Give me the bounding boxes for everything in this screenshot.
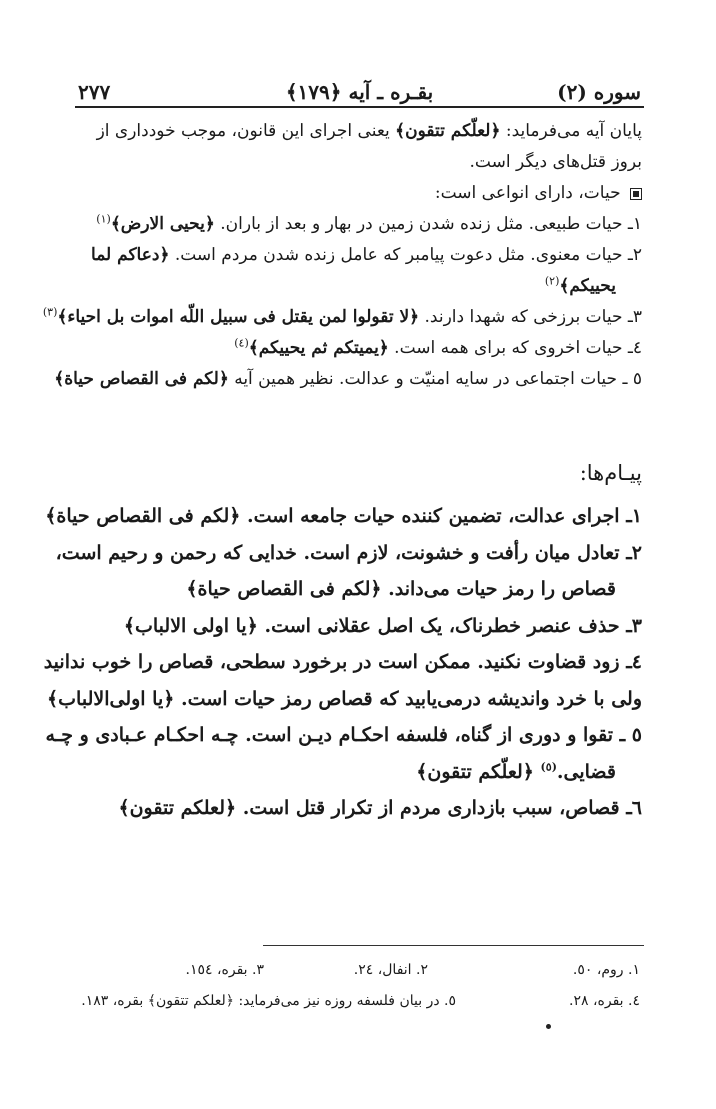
message-text: ٢ـ تعادل میان رأفت و خشونت، لازم است. خدایی که رحمن و رحیم است، bbox=[55, 541, 642, 564]
message-item bbox=[43, 644, 642, 681]
quran-quote: ﴿لعلکم تتقون﴾ bbox=[118, 797, 237, 819]
message-item-cont bbox=[74, 571, 642, 608]
quran-quote: ﴿دعاکم لما bbox=[91, 245, 170, 265]
message-item-cont bbox=[74, 754, 642, 791]
life-type-item-cont bbox=[74, 271, 642, 302]
message-item bbox=[74, 790, 642, 827]
quran-quote: ﴿لعلّکم تتقون﴾ bbox=[395, 121, 501, 141]
message-item bbox=[74, 608, 642, 645]
item-text: ٢ـ حیات معنوی. مثل دعوت پیامبر که عامل زنده شدن مردم است. bbox=[174, 245, 642, 265]
message-item-cont bbox=[47, 681, 642, 718]
header-rule bbox=[75, 106, 644, 108]
intro-line bbox=[74, 147, 642, 178]
footnote-rule bbox=[263, 945, 644, 946]
message-text: قصاص را رمز حیات می‌داند. bbox=[388, 578, 616, 600]
message-text: ١ـ اجرای عدالت، تضمین کننده حیات جامعه است. bbox=[247, 505, 642, 527]
message-text: ولی با خرد واندیشه درمی‌یابید که قصاص رمز حیات است. bbox=[181, 687, 642, 710]
life-types-lead bbox=[74, 178, 642, 209]
footnote-ref: (١) bbox=[96, 212, 111, 226]
quran-quote: ﴿لکم فی القصاص حیاة﴾ bbox=[186, 578, 382, 600]
messages-heading: پیـام‌ها: bbox=[579, 461, 642, 485]
life-type-item bbox=[42, 302, 642, 333]
intro-section bbox=[42, 116, 642, 395]
message-text: ٤ـ زود قضاوت نکنید. ممکن است در برخورد سطحی، قصاص را خوب ندانید bbox=[43, 651, 642, 673]
surah-label: سوره (٢) bbox=[557, 80, 641, 104]
footnote-1: ١. روم، ٥٠. bbox=[572, 962, 640, 978]
item-text: ١ـ حیات طبیعی. مثل زنده شدن زمین در بهار و بعد از باران. bbox=[220, 214, 642, 234]
message-text: ٥ ـ تقوا و دوری از گناه، فلسفه احکـام دیـن است. چـه احکـام عـبادی و چـه bbox=[45, 724, 642, 746]
surah-verse-title: بقـره ـ آيه ﴿١٧٩﴾ bbox=[285, 80, 434, 104]
lead-text: حیات، دارای انواعی است: bbox=[434, 183, 621, 203]
footnote-4: ٤. بقره، ٢٨. bbox=[569, 993, 640, 1009]
footnote-3: ٣. بقره، ١٥٤. bbox=[185, 962, 264, 978]
footnote-5: ٥. در بیان فلسفه روزه نیز می‌فرماید: ﴿لعلکم تتقون﴾ بقره، ١٨٣. bbox=[81, 993, 456, 1009]
item-text: ٤ـ حیات اخروی که برای همه است. bbox=[394, 338, 642, 358]
footnote-ref: (٤) bbox=[234, 336, 249, 350]
life-type-item bbox=[74, 209, 642, 240]
intro-text: یعنی اجرای این قانون، موجب خودداری از bbox=[96, 121, 390, 141]
item-text: ٣ـ حیات برزخی که شهدا دارند. bbox=[424, 307, 642, 327]
quran-quote: ﴿لکم فی القصاص حیاة﴾ bbox=[45, 505, 241, 527]
item-text: ٥ ـ حیات اجتماعی در سایه امنیّت و عدالت. نظیر همین آیه bbox=[234, 369, 642, 389]
quran-quote: ﴿یا اولی‌الالباب﴾ bbox=[47, 687, 175, 710]
quran-quote: ﴿یا اولی الالباب﴾ bbox=[123, 614, 258, 637]
quran-quote: ﴿یمیتکم ثم یحییکم﴾ bbox=[248, 338, 389, 358]
messages-section bbox=[43, 498, 642, 827]
footnote-ref: (٣) bbox=[42, 305, 58, 319]
intro-text: بروز قتل‌های دیگر است. bbox=[469, 152, 642, 172]
life-type-item bbox=[74, 333, 642, 364]
running-head bbox=[78, 70, 641, 104]
message-item bbox=[45, 498, 642, 535]
quran-quote: ﴿لا تقولوا لمن یقتل فی سبیل اللّه اموات بل احیاء﴾ bbox=[57, 307, 420, 327]
square-bullet-icon bbox=[630, 188, 642, 200]
quran-quote: یحییکم﴾ bbox=[559, 276, 616, 296]
footnote-ref: (٢) bbox=[544, 274, 560, 288]
footnote-2: ٢. انفال، ٢٤. bbox=[353, 962, 428, 978]
intro-line bbox=[74, 116, 642, 147]
footnote-ref: (٥) bbox=[540, 760, 557, 774]
message-text: قضایی. bbox=[556, 760, 616, 783]
page-number: ٢٧٧ bbox=[78, 80, 111, 104]
message-text: ٣ـ حذف عنصر خطرناک، یک اصل عقلانی است. bbox=[264, 614, 642, 637]
life-type-item bbox=[54, 364, 642, 395]
life-type-item bbox=[74, 240, 642, 271]
quran-quote: ﴿لکم فی القصاص حیاة﴾ bbox=[54, 369, 229, 389]
intro-text: پایان آیه می‌فرماید: bbox=[505, 121, 642, 141]
quran-quote: ﴿لعلّکم تتقون﴾ bbox=[416, 760, 534, 783]
message-item bbox=[55, 535, 642, 572]
quran-quote: ﴿یحیی الارض﴾ bbox=[110, 214, 215, 234]
message-text: ٦ـ قصاص، سبب بازداری مردم از تکرار قتل است. bbox=[242, 797, 642, 819]
stray-dot bbox=[546, 1024, 551, 1029]
message-item bbox=[45, 717, 642, 754]
